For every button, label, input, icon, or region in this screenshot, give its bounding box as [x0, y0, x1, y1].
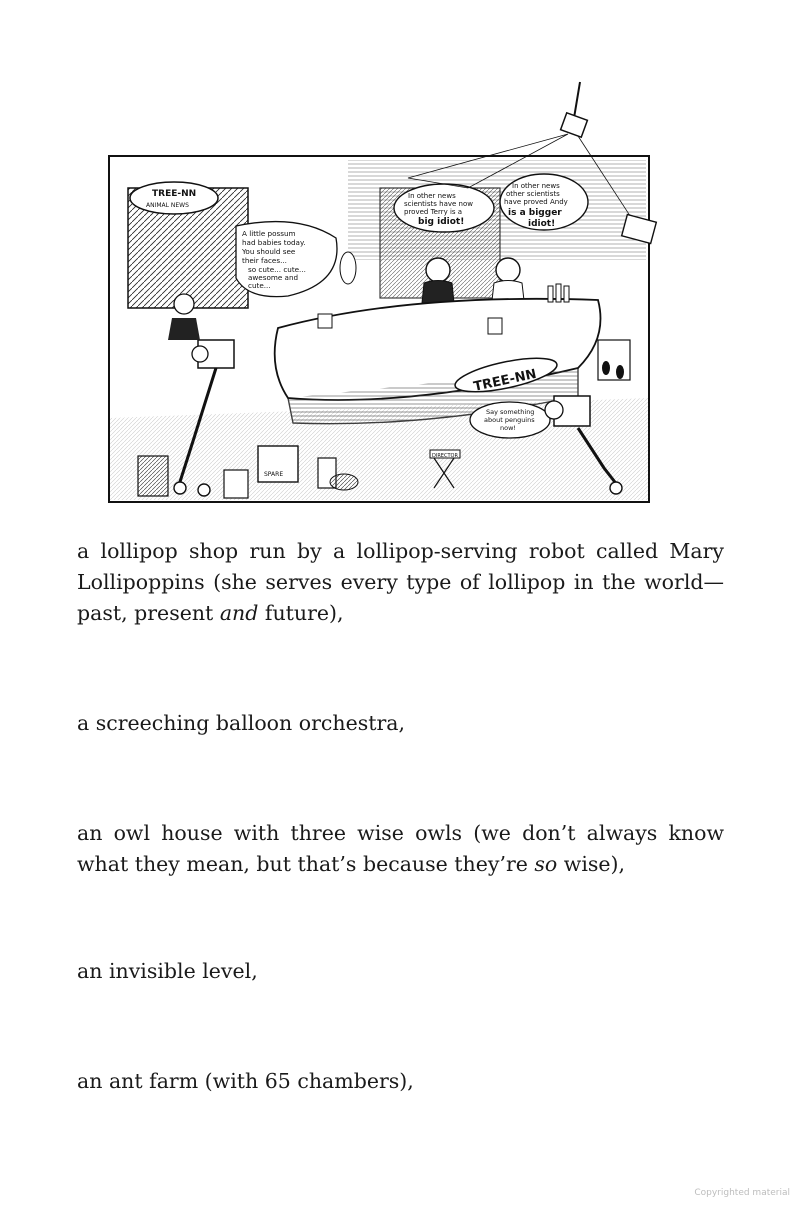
sign-subtitle: ANIMAL NEWS	[146, 202, 189, 209]
director-chair-label: DIRECTOR	[432, 453, 458, 459]
presenter-terry	[426, 258, 450, 282]
paragraph-lollipop-shop	[77, 536, 724, 629]
desk-logo-text: TREE-NN	[472, 366, 538, 395]
paragraph-lollipop-text-a: a lollipop shop run by a lollipop-serving robot called Mary Lollipoppins (she serves every type of lollipop in the world—past, present	[77, 539, 724, 625]
spotlight	[561, 113, 588, 137]
terry-bubble-text: In other news scientists have now proved Terry is a big idiot!	[404, 192, 473, 227]
paragraph-owl-house	[77, 818, 724, 880]
penguins-bubble-text: Say something about penguins now!	[484, 408, 535, 432]
copyright-watermark: Copyrighted material	[694, 1188, 790, 1198]
presenter-andy	[496, 258, 520, 282]
spare-box-label: SPARE	[264, 471, 284, 478]
andy-bubble-text: In other news other scientists have proved Andy is a bigger idiot!	[504, 182, 568, 229]
possum-bubble-text: A little possum had babies today. You should see their faces... so cute... cute... awesome and cute...	[242, 229, 306, 290]
paragraph-owl-text-b: wise),	[557, 852, 626, 876]
paragraph-balloon-orchestra: a screeching balloon orchestra,	[77, 711, 405, 735]
paragraph-lollipop-emphasis: and	[219, 601, 259, 625]
sign-title: TREE-NN	[152, 189, 197, 199]
paragraph-ant-farm: an ant farm (with 65 chambers),	[77, 1069, 414, 1093]
penguin-cards	[598, 340, 630, 380]
presenter-woman	[174, 294, 194, 314]
tree-nn-newsroom-illustration	[108, 78, 700, 506]
paragraph-lollipop-text-b: future),	[258, 601, 344, 625]
paragraph-owl-emphasis: so	[534, 852, 558, 876]
paragraph-invisible-level: an invisible level,	[77, 959, 258, 983]
paragraph-owl-text-a: an owl house with three wise owls (we don’t always know what they mean, but that’s because they’re	[77, 821, 724, 876]
